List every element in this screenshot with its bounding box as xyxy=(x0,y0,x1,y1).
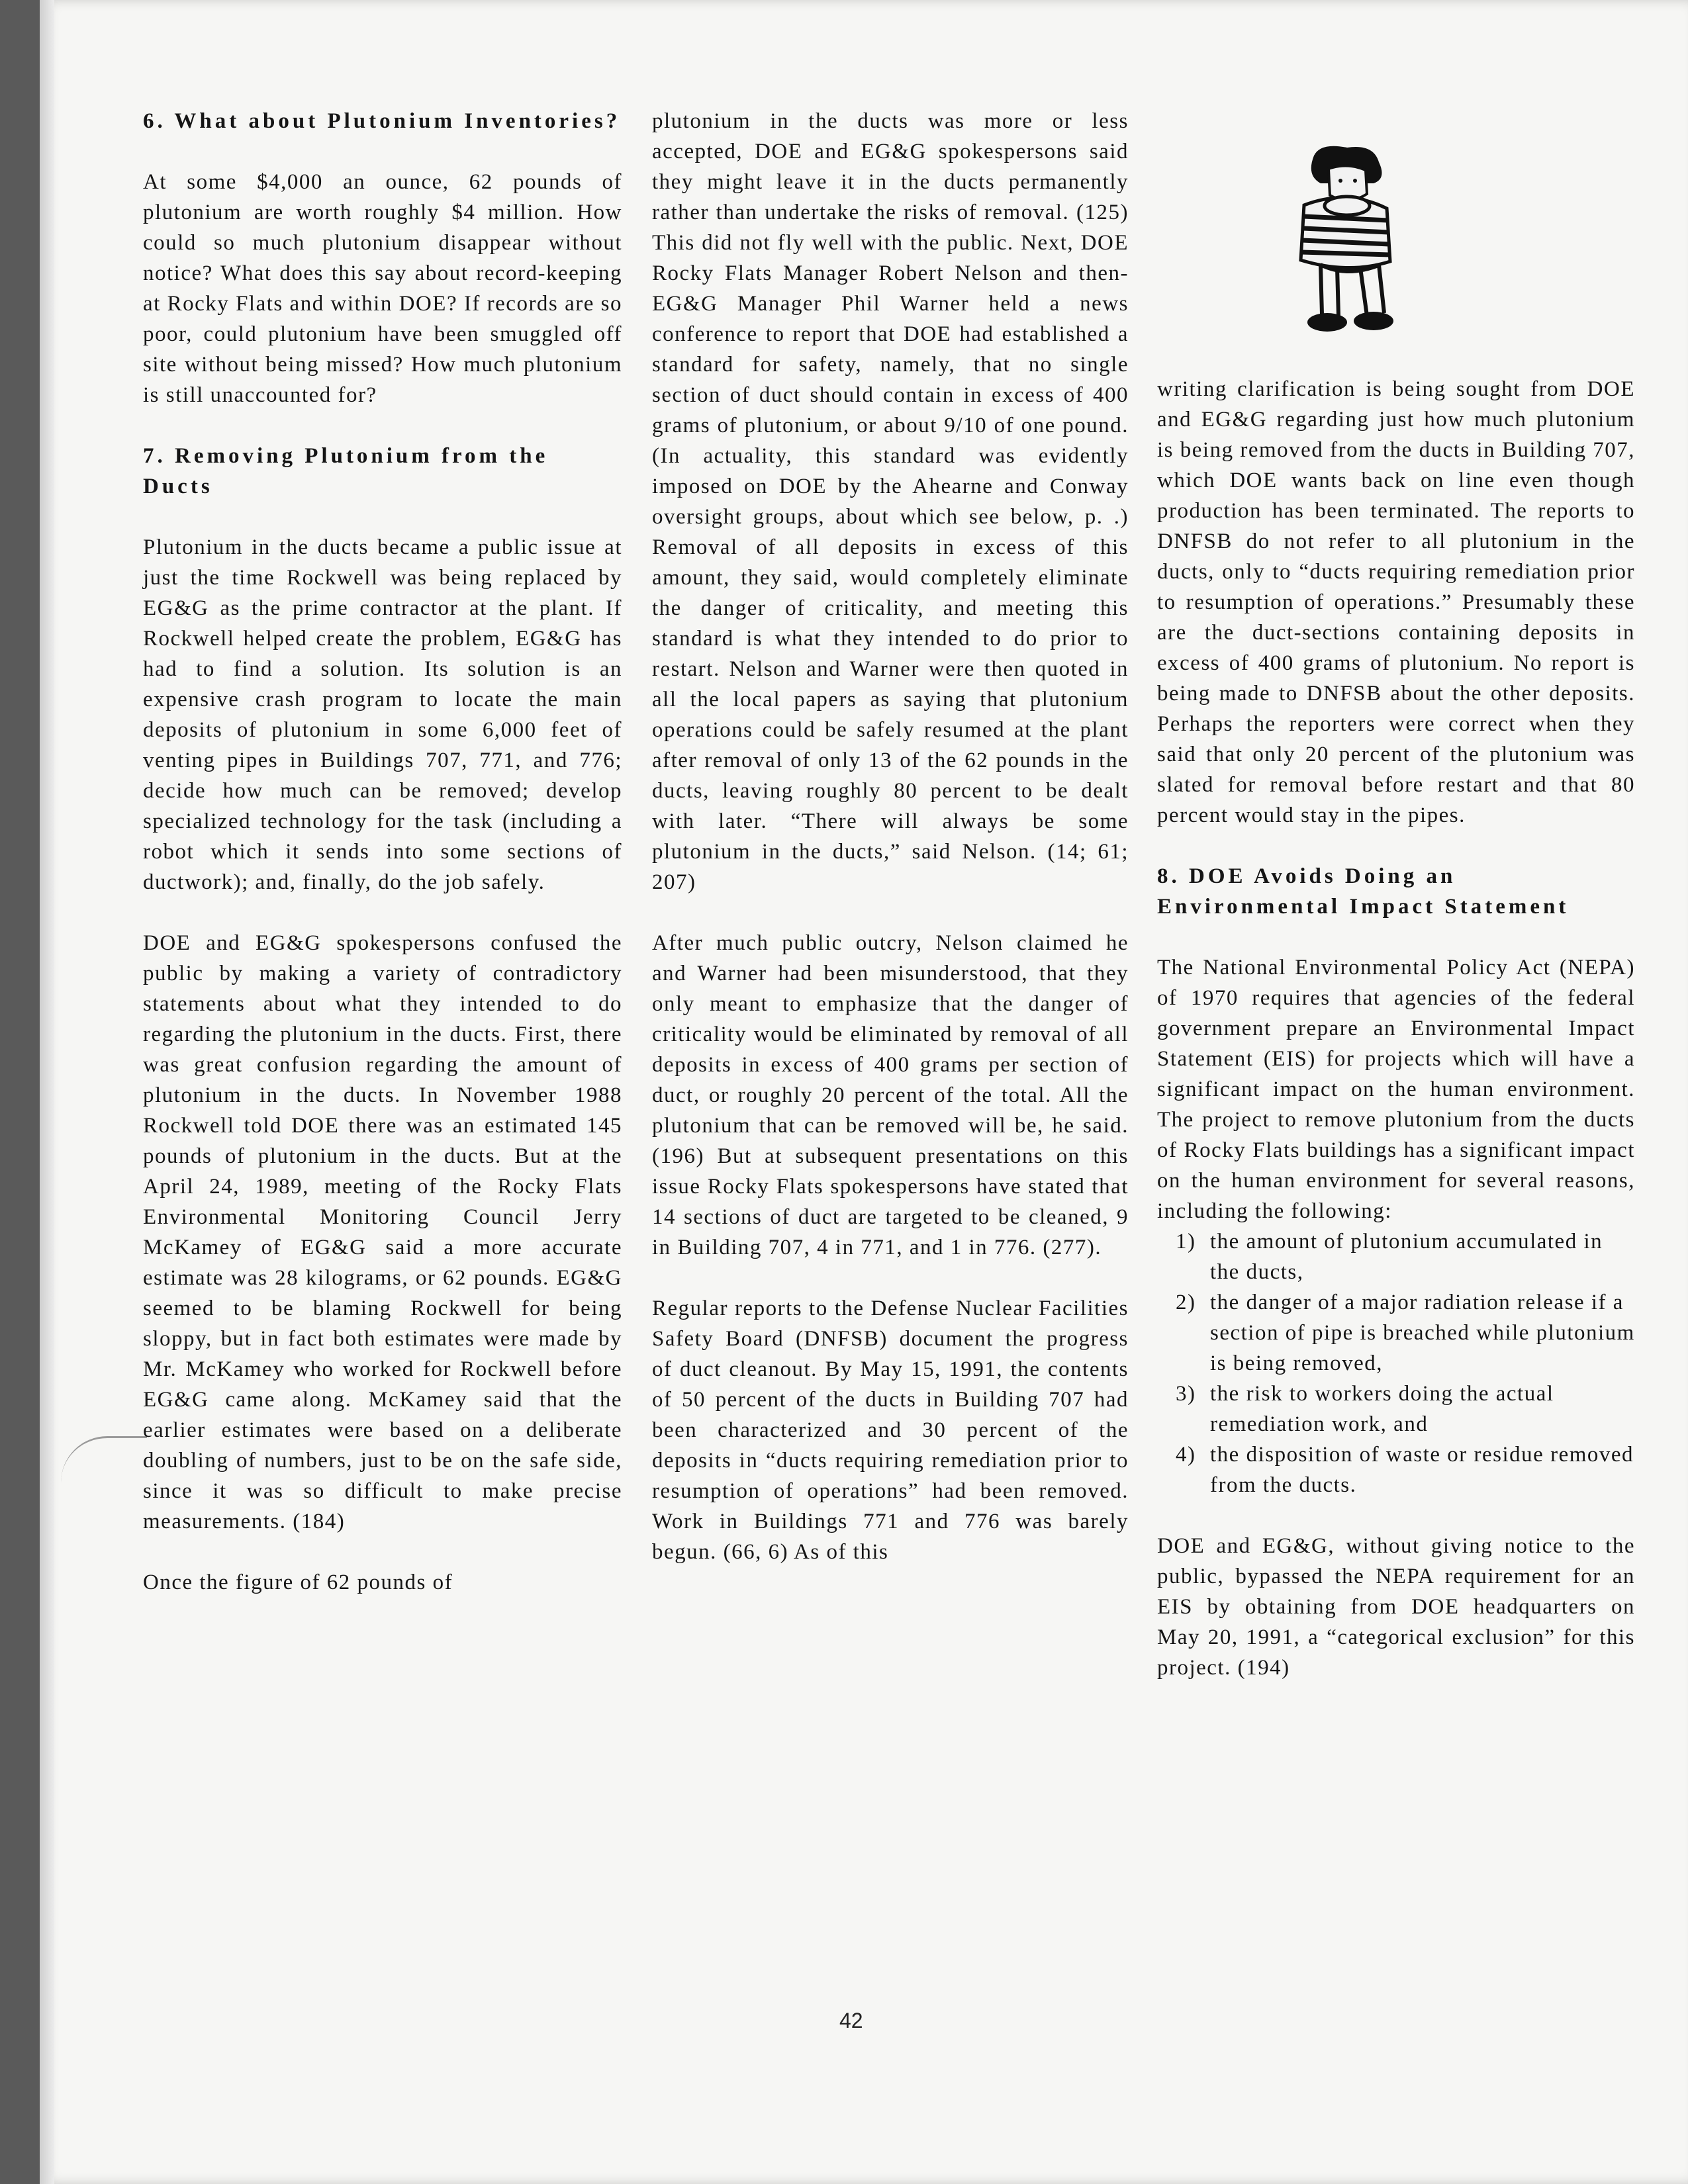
list-item xyxy=(1157,1226,1635,1287)
list-item xyxy=(1157,1439,1635,1500)
section-7-paragraph-3: Once the figure of 62 pounds of xyxy=(143,1570,453,1594)
section-7-paragraph-2: DOE and EG&G spokespersons confused the public by making a variety of contradictory statements about what they intended to do regarding the plutonium in the ducts. First, there was great confusion regarding the amount of plutonium in the ducts. In November 1988 Rockwell told DOE there was an estimated 145 pounds of plutonium in the ducts. But at the April 24, 1989, meeting of the Rocky Flats Environmental Monitoring Council Jerry McKamey of EG&G said a more accurate estimate was 28 kilograms, or 62 pounds. EG&G seemed to be blaming Rockwell for being sloppy, but in fact both estimates were made by Mr. McKamey who worked for Rockwell before EG&G came along. McKamey said that the earlier estimates were based on a deliberate doubling of numbers, just to be on the safe side, since it was so difficult to make precise measurements. (184) xyxy=(143,931,622,1533)
worried-person-illustration xyxy=(1274,142,1417,341)
list-item-number: 4) xyxy=(1176,1443,1196,1467)
section-8-paragraph-2: DOE and EG&G, without giving notice to the public, bypassed the NEPA requirement for an EIS by obtaining from DOE headquarters on May 20, 1991, a “categorical exclusion” for this project. (194) xyxy=(1157,1534,1635,1680)
section-6-heading: 6. What about Plutonium Inventories? xyxy=(143,109,621,133)
column-2-paragraph-3: Regular reports to the Defense Nuclear Facilities Safety Board (DNFSB) document the progress of duct cleanout. By May 15, 1991, the contents of 50 percent of the ducts in Building 707 had been characterized and 30 percent of the deposits in “ducts requiring remediation prior to resumption of operations” had been removed. Work in Buildings 771 and 776 was barely begun. (66, 6) As of this xyxy=(652,1297,1129,1564)
section-7-paragraph-1: Plutonium in the ducts became a public issue at just the time Rockwell was being replaced by EG&G as the prime contractor at the plant. If Rockwell helped create the problem, EG&G has had to find a solution. Its solution is an expensive crash program to locate the main deposits of plutonium in some 6,000 feet of venting pipes in Buildings 707, 771, and 776; decide how much can be removed; develop specialized technology for the task (including a robot which it sends into some sections of ductwork); and, finally, do the job safely. xyxy=(143,535,622,894)
list-item-number: 2) xyxy=(1176,1291,1196,1314)
section-6-paragraph-1: At some $4,000 an ounce, 62 pounds of plutonium are worth roughly $4 million. How could so much plutonium disappear without notice? What does this say about record-keeping at Rocky Flats and within DOE? If records are so poor, could plutonium have been smuggled off site without being missed? How much plutonium is still unaccounted for? xyxy=(143,170,622,407)
section-7-heading: 7. Removing Plutonium from the Ducts xyxy=(143,444,549,498)
impact-reasons-list xyxy=(1157,1226,1635,1500)
list-item-number: 3) xyxy=(1176,1382,1196,1406)
list-item-text: the disposition of waste or residue removed from the ducts. xyxy=(1210,1443,1634,1497)
section-8-heading: 8. DOE Avoids Doing an Environmental Impact Statement xyxy=(1157,864,1570,919)
column-2 xyxy=(652,106,1129,1598)
page-number: 42 xyxy=(839,2009,863,2032)
column-1 xyxy=(143,106,622,1628)
list-item-text: the danger of a major radiation release if a section of pipe is breached while plutonium is being removed, xyxy=(1210,1291,1635,1375)
list-item xyxy=(1157,1379,1635,1439)
column-3-paragraph-1: writing clarification is being sought from DOE and EG&G regarding just how much plutonium is being removed from the ducts in Building 707, which DOE wants back on line even though production has been terminated. The reports to DNFSB do not refer to all plutonium in the ducts, only to “ducts requiring remediation prior to resumption of operations.” Presumably these are the duct-sections containing deposits in excess of 400 grams of plutonium. No report is being made to DNFSB about the other deposits. Perhaps the reporters were correct when they said that only 20 percent of the plutonium was slated for removal before restart and that 80 percent would stay in the pipes. xyxy=(1157,377,1635,827)
column-2-paragraph-1: plutonium in the ducts was more or less accepted, DOE and EG&G spokespersons said they might leave it in the ducts permanently rather than undertake the risks of removal. (125) This did not fly well with the public. Next, DOE Rocky Flats Manager Robert Nelson and then-EG&G Manager Phil Warner held a news conference to report that DOE had established a standard for safety, namely, that no single section of duct should contain in excess of 400 grams of plutonium, or about 9/10 of one pound. (In actuality, this standard was evidently imposed on DOE by the Ahearne and Conway oversight groups, about which see below, p. .) Removal of all deposits in excess of this amount, they said, would completely eliminate the danger of criticality, and meeting this standard is what they intended to do prior to restart. Nelson and Warner were then quoted in all the local papers as saying that plutonium operations could be safely resumed at the plant after removal of only 13 of the 62 pounds in the ducts, leaving roughly 80 percent to be dealt with later. “There will always be some plutonium in the ducts,” said Nelson. (14; 61; 207) xyxy=(652,109,1129,894)
list-item-text: the amount of plutonium accumulated in the ducts, xyxy=(1210,1230,1603,1284)
list-item xyxy=(1157,1287,1635,1379)
list-item-text: the risk to workers doing the actual remediation work, and xyxy=(1210,1382,1554,1436)
column-2-paragraph-2: After much public outcry, Nelson claimed he and Warner had been misunderstood, that they only meant to emphasize that the danger of criticality would be eliminated by removal of all deposits in excess of 400 grams per section of duct, or roughly 20 percent of the total. All the plutonium that can be removed will be, he said. (196) But at subsequent presentations on this issue Rocky Flats spokespersons have stated that 14 sections of duct are targeted to be cleaned, 9 in Building 707, 4 in 771, and 1 in 776. (277). xyxy=(652,931,1129,1259)
binding-edge xyxy=(40,0,54,2184)
list-item-number: 1) xyxy=(1176,1230,1196,1253)
column-3 xyxy=(1157,374,1635,1713)
section-8-paragraph-1: The National Environmental Policy Act (NEPA) of 1970 requires that agencies of the federal government prepare an Environmental Impact Statement (EIS) for projects which will have a significant impact on the human environment. The project to remove plutonium from the ducts of Rocky Flats buildings has a significant impact on the human environment for several reasons, including the following: xyxy=(1157,956,1635,1223)
